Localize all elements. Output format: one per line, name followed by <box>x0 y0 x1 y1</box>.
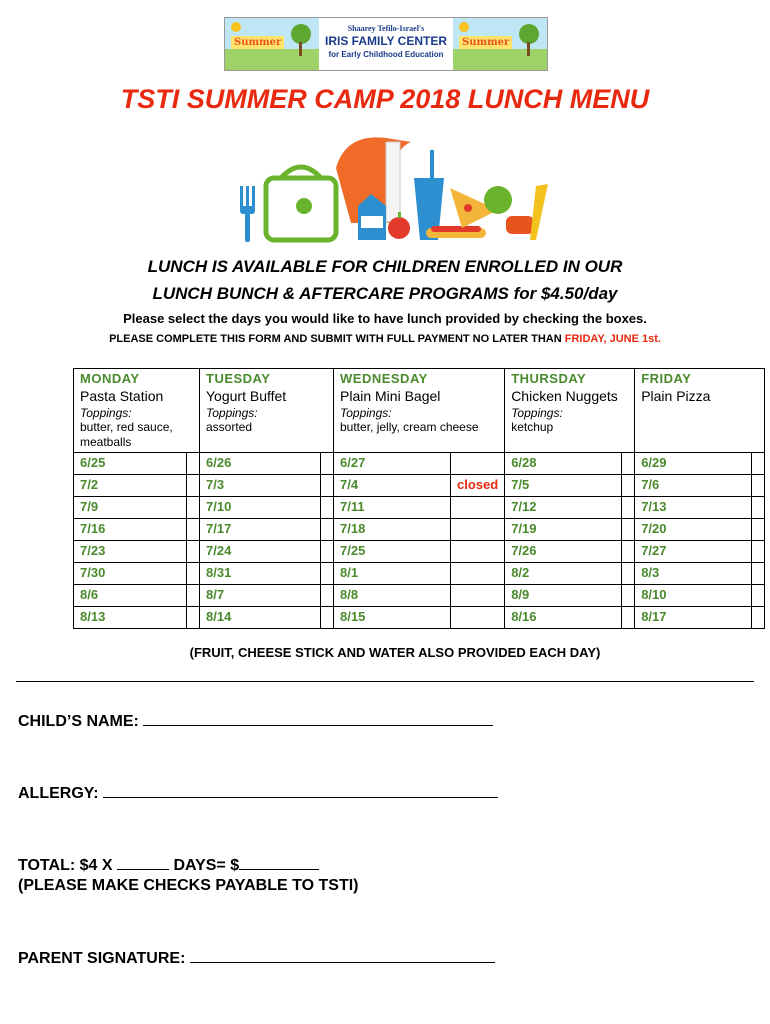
signature-blank[interactable] <box>190 948 495 963</box>
sun-icon <box>459 22 469 32</box>
lunch-checkbox[interactable] <box>321 541 334 563</box>
date-cell: 8/2 <box>505 563 622 585</box>
table-row <box>74 541 765 563</box>
date-cell: 7/24 <box>200 541 321 563</box>
table-row <box>74 607 765 629</box>
signature-label: PARENT SIGNATURE: <box>18 950 186 967</box>
lunch-checkbox[interactable] <box>752 607 765 629</box>
date-cell: 7/30 <box>74 563 187 585</box>
toppings-label: Toppings: <box>340 406 392 420</box>
lunch-checkbox[interactable] <box>451 453 505 475</box>
date-cell: 8/10 <box>635 585 752 607</box>
date-cell: 7/3 <box>200 475 321 497</box>
date-cell: 8/15 <box>334 607 451 629</box>
instruction-text: Please select the days you would like to have lunch provided by checking the boxes. <box>123 311 647 326</box>
lunch-checkbox[interactable] <box>451 541 505 563</box>
date-cell: 7/11 <box>334 497 451 519</box>
iris-family-center-logo <box>319 18 453 70</box>
entree-name: Pasta Station <box>80 388 164 404</box>
date-cell: 7/27 <box>635 541 752 563</box>
lunch-checkbox[interactable] <box>622 541 635 563</box>
lunch-checkbox[interactable] <box>622 475 635 497</box>
summer-word: Summer <box>459 36 512 49</box>
total-amount-blank[interactable] <box>239 855 319 870</box>
date-cell: 7/19 <box>505 519 622 541</box>
lunch-checkbox[interactable] <box>187 607 200 629</box>
total-field[interactable] <box>18 855 319 875</box>
table-row <box>74 585 765 607</box>
date-rows <box>74 453 765 629</box>
lunch-checkbox[interactable] <box>622 585 635 607</box>
date-cell: 6/28 <box>505 453 622 475</box>
tree-icon <box>519 24 539 44</box>
lunch-checkbox[interactable] <box>187 519 200 541</box>
lunch-checkbox[interactable] <box>752 541 765 563</box>
day-name: THURSDAY <box>511 371 587 386</box>
lunch-checkbox[interactable] <box>321 563 334 585</box>
date-cell: 8/31 <box>200 563 321 585</box>
lunch-checkbox[interactable] <box>451 563 505 585</box>
closed-label: closed <box>451 475 505 497</box>
lunch-checkbox[interactable] <box>321 453 334 475</box>
date-cell: 6/25 <box>74 453 187 475</box>
allergy-blank[interactable] <box>103 783 498 798</box>
child-name-label: CHILD’S NAME: <box>18 713 139 730</box>
lunch-checkbox[interactable] <box>752 563 765 585</box>
tree-icon <box>291 24 311 44</box>
date-cell: 7/23 <box>74 541 187 563</box>
tree-trunk-icon <box>299 42 302 56</box>
date-cell: 8/9 <box>505 585 622 607</box>
lunch-checkbox[interactable] <box>451 607 505 629</box>
lunch-checkbox[interactable] <box>752 453 765 475</box>
toppings-value: ketchup <box>511 420 554 434</box>
lunch-checkbox[interactable] <box>752 475 765 497</box>
lunch-menu-table <box>73 368 765 629</box>
lunch-checkbox[interactable] <box>321 607 334 629</box>
date-cell: 8/7 <box>200 585 321 607</box>
lunch-checkbox[interactable] <box>321 475 334 497</box>
date-cell: 7/26 <box>505 541 622 563</box>
divider <box>16 681 754 682</box>
lunch-checkbox[interactable] <box>622 563 635 585</box>
entree-name: Plain Pizza <box>641 388 711 404</box>
date-cell: 8/16 <box>505 607 622 629</box>
entree-name: Plain Mini Bagel <box>340 388 441 404</box>
lunch-checkbox[interactable] <box>622 607 635 629</box>
deadline-date: FRIDAY, JUNE 1st. <box>564 333 661 345</box>
date-cell: 7/20 <box>635 519 752 541</box>
header-logo-banner <box>224 17 548 71</box>
date-cell: 7/12 <box>505 497 622 519</box>
day-header-thursday <box>505 369 635 453</box>
date-cell: 8/13 <box>74 607 187 629</box>
date-cell: 7/2 <box>74 475 187 497</box>
child-name-field[interactable] <box>18 711 493 731</box>
lunch-checkbox[interactable] <box>187 453 200 475</box>
date-cell: 7/25 <box>334 541 451 563</box>
date-cell: 8/14 <box>200 607 321 629</box>
date-cell: 7/4 <box>334 475 451 497</box>
date-cell: 8/1 <box>334 563 451 585</box>
date-cell: 7/9 <box>74 497 187 519</box>
day-name: TUESDAY <box>206 371 271 386</box>
center-subtitle: for Early Childhood Education <box>328 50 444 59</box>
day-header-friday <box>635 369 765 453</box>
child-name-blank[interactable] <box>143 711 493 726</box>
date-cell: 8/17 <box>635 607 752 629</box>
day-header-wednesday <box>334 369 505 453</box>
date-cell: 7/18 <box>334 519 451 541</box>
date-cell: 8/8 <box>334 585 451 607</box>
lead-line-1: LUNCH IS AVAILABLE FOR CHILDREN ENROLLED IN OUR <box>147 257 623 276</box>
lunch-clipart-icon <box>236 128 556 246</box>
lunch-checkbox[interactable] <box>451 497 505 519</box>
table-row <box>74 519 765 541</box>
page-title: TSTI SUMMER CAMP 2018 LUNCH MENU <box>120 84 650 114</box>
days-label: DAYS= $ <box>173 857 240 874</box>
lunch-checkbox[interactable] <box>187 585 200 607</box>
summer-logo-right <box>453 18 547 70</box>
table-row <box>74 475 765 497</box>
days-count-blank[interactable] <box>117 855 169 870</box>
lead-line-2: LUNCH BUNCH & AFTERCARE PROGRAMS for $4.50/day <box>152 284 618 303</box>
day-header-monday <box>74 369 200 453</box>
sun-icon <box>231 22 241 32</box>
day-header-tuesday <box>200 369 334 453</box>
date-cell: 8/3 <box>635 563 752 585</box>
checks-note: (PLEASE MAKE CHECKS PAYABLE TO TSTI) <box>18 877 359 894</box>
tree-trunk-icon <box>527 42 530 56</box>
date-cell: 7/6 <box>635 475 752 497</box>
entree-name: Chicken Nuggets <box>511 388 618 404</box>
date-cell: 6/27 <box>334 453 451 475</box>
deadline-text <box>0 333 770 345</box>
summer-word: Summer <box>231 36 284 49</box>
lunch-checkbox[interactable] <box>752 497 765 519</box>
date-cell: 7/16 <box>74 519 187 541</box>
lunch-checkbox[interactable] <box>752 585 765 607</box>
lunch-checkbox[interactable] <box>187 541 200 563</box>
lunch-checkbox[interactable] <box>321 519 334 541</box>
provided-note: (FRUIT, CHEESE STICK AND WATER ALSO PROVIDED EACH DAY) <box>189 645 601 660</box>
lunch-checkbox[interactable] <box>187 475 200 497</box>
toppings-label: Toppings: <box>511 406 563 420</box>
lunch-checkbox[interactable] <box>622 519 635 541</box>
table-header-row <box>74 369 765 453</box>
day-name: MONDAY <box>80 371 140 386</box>
table-row <box>74 453 765 475</box>
lunch-checkbox[interactable] <box>187 563 200 585</box>
date-cell: 6/29 <box>635 453 752 475</box>
lunch-checkbox[interactable] <box>451 519 505 541</box>
center-name: IRIS FAMILY CENTER <box>324 34 448 48</box>
lunch-checkbox[interactable] <box>622 497 635 519</box>
allergy-label: ALLERGY: <box>18 785 99 802</box>
lunch-checkbox[interactable] <box>187 497 200 519</box>
day-name: FRIDAY <box>641 371 692 386</box>
lunch-checkbox[interactable] <box>451 585 505 607</box>
table-row <box>74 497 765 519</box>
date-cell: 7/13 <box>635 497 752 519</box>
day-name: WEDNESDAY <box>340 371 428 386</box>
date-cell: 7/5 <box>505 475 622 497</box>
deadline-prefix: PLEASE COMPLETE THIS FORM AND SUBMIT WITH FULL PAYMENT NO LATER THAN <box>109 333 562 345</box>
date-cell: 8/6 <box>74 585 187 607</box>
toppings-value: butter, red sauce, meatballs <box>80 420 173 449</box>
lunch-checkbox[interactable] <box>752 519 765 541</box>
table-row <box>74 563 765 585</box>
lunch-checkbox[interactable] <box>321 497 334 519</box>
summer-logo-left <box>225 18 319 70</box>
date-cell: 7/10 <box>200 497 321 519</box>
toppings-value: butter, jelly, cream cheese <box>340 420 479 434</box>
toppings-value: assorted <box>206 420 253 434</box>
date-cell: 6/26 <box>200 453 321 475</box>
allergy-field[interactable] <box>18 783 498 803</box>
entree-name: Yogurt Buffet <box>206 388 287 404</box>
signature-field[interactable] <box>18 948 495 968</box>
lunch-checkbox[interactable] <box>321 585 334 607</box>
org-name: Shaarey Tefilo-Israel's <box>347 24 425 33</box>
toppings-label: Toppings: <box>206 406 258 420</box>
toppings-label: Toppings: <box>80 406 132 420</box>
total-label: TOTAL: $4 X <box>18 857 113 874</box>
date-cell: 7/17 <box>200 519 321 541</box>
lunch-checkbox[interactable] <box>622 453 635 475</box>
